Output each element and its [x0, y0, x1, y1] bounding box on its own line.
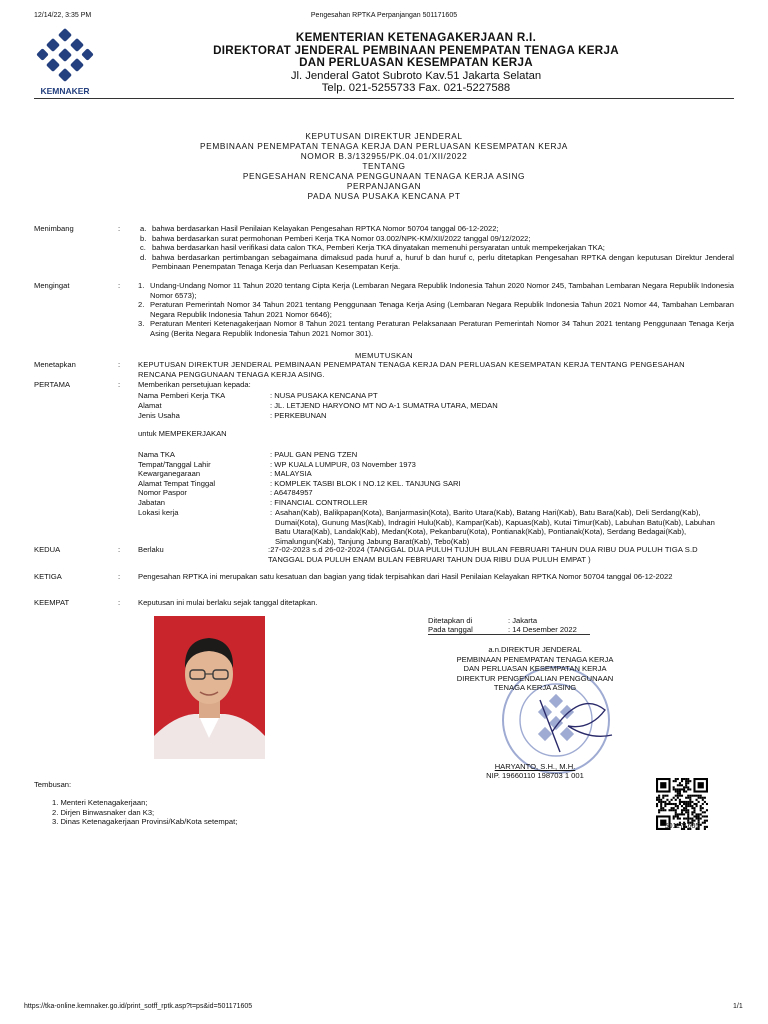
keempat-label: KEEMPAT — [34, 598, 70, 607]
tka-value: : KOMPLEK TASBI BLOK I NO.12 KEL. TANJUNG SARI — [270, 478, 461, 488]
letterhead — [100, 32, 732, 95]
tka-key: Tempat/Tanggal Lahir — [138, 459, 211, 469]
signatory-title — [420, 645, 650, 693]
person-portrait-icon — [154, 616, 265, 759]
pertama-label: PERTAMA — [34, 380, 71, 389]
print-datetime: 12/14/22, 3:35 PM — [34, 12, 92, 19]
kemnaker-logo — [34, 28, 96, 96]
letterhead-address: Jl. Jenderal Gatot Subroto Kav.51 Jakarta Selatan — [290, 69, 542, 82]
tka-key: Alamat Tempat Tinggal — [138, 478, 216, 488]
signatory-t2: DAN PERLUASAN KESEMPATAN KERJA — [463, 664, 607, 674]
menimbang-item: b. bahwa berdasarkan surat permohonan Pemberi Kerja TKA Nomor 03.002/NPK-KM/XII/2022 tanggal 09/12/2022; — [140, 233, 531, 243]
ketiga-label: KETIGA — [34, 572, 62, 581]
kedua-sub: Berlaku — [138, 545, 164, 554]
tka-value: : WP KUALA LUMPUR, 03 November 1973 — [270, 459, 416, 469]
tanggal-value: : 14 Desember 2022 — [508, 625, 577, 634]
signatory-name: HARYANTO, S.H., M.H. — [494, 762, 576, 771]
employer-value: : NUSA PUSAKA KENCANA PT — [270, 391, 378, 400]
decree-title-l4: TENTANG — [362, 161, 406, 171]
memutuskan-heading: MEMUTUSKAN — [354, 351, 413, 360]
tembusan-item: 1. Menteri Ketenagakerjaan; — [52, 798, 148, 807]
decree-title-l1: KEPUTUSAN DIREKTUR JENDERAL — [305, 131, 463, 141]
ketiga-text: Pengesahan RPTKA ini merupakan satu kesatuan dan bagian yang tidak terpisahkan dari Hasil Penilaian Kelayakan RPTKA Nomor 50704 tanggal 06-12-2022 — [138, 572, 673, 581]
tembusan-item: 2. Dirjen Binwasnaker dan K3; — [52, 807, 155, 817]
pertama-intro: Memberikan persetujuan kepada: — [138, 380, 251, 389]
kedua-text: :27-02-2023 s.d 26-02-2024 (TANGGAL DUA PULUH TUJUH BULAN FEBRUARI TAHUN DUA RIBU DUA PULUH TIGA S.D TANGGAL DUA PULUH ENAM BULAN FEBRUARI TAHUN DUA RIBU DUA PULUH EMPAT ) — [268, 545, 698, 564]
menetapkan-colon: : — [118, 360, 121, 369]
mengingat-item: 2. Peraturan Pemerintah Nomor 34 Tahun 2021 tentang Penggunaan Tenaga Kerja Asing (Lembaran Negara Republik Indonesia Tahun 2021 Nomor 44, Tambahan Lembaran Negara Republik Indonesia Tahun 2021 Nomor 6646); — [138, 300, 734, 319]
employer-details — [138, 391, 734, 421]
ditetapkan-value: : Jakarta — [508, 616, 538, 625]
decree-title-l3: NOMOR B.3/132955/PK.04.01/XII/2022 — [300, 151, 468, 161]
employer-key: Alamat — [138, 401, 162, 410]
mengingat-list — [138, 281, 734, 339]
menimbang-label: Menimbang — [34, 224, 74, 233]
ketiga-colon: : — [118, 572, 121, 581]
decree-title-l5: PENGESAHAN RENCANA PENGGUNAAN TENAGA KERJA ASING — [242, 171, 526, 181]
tka-value: : FINANCIAL CONTROLLER — [270, 498, 368, 507]
lokasi-label: Lokasi kerja — [138, 508, 179, 517]
untuk-mempekerjakan: untuk MEMPEKERJAKAN — [138, 429, 227, 438]
signature-divider — [428, 634, 590, 635]
letterhead-divider — [34, 98, 734, 99]
menimbang-item: c. bahwa berdasarkan hasil verifikasi data calon TKA, Pemberi Kerja TKA dinyatakan memenuhi persyaratan untuk mempekerjakan TKA; — [140, 243, 605, 253]
decree-title-l6: PERPANJANGAN — [346, 181, 422, 191]
letterhead-phone: Telp. 021-5255733 Fax. 021-5227588 — [321, 82, 511, 95]
lokasi-text: Asahan(Kab), Balikpapan(Kota), Banjarmasin(Kota), Barito Utara(Kab), Batang Hari(Kab), Batu Bara(Kab), Deli Serdang(Kab), Dumai(Kota), Gunung Mas(Kab), Indragiri Hulu(Kab), Kampar(Kab), Kapuas(Kab), Kutai Timur(Kab), Labuhan Batu(Kab), Labuhan Batu Utara(Kab), Landak(Kab), Medan(Kota), Pekanbaru(Kota), Pontianak(Kab), Pontianak(Kota), Serdang Bedagai(Kab), Simalungun(Kab), Tanjung Jabung Barat(Kab), Tebo(Kab) — [275, 508, 715, 546]
tka-key: Jabatan — [138, 498, 166, 507]
mengingat-item: 3. Peraturan Menteri Ketenagakerjaan Nomor 8 Tahun 2021 tentang Peraturan Pelaksanaan Peraturan Pemerintah Nomor 34 Tahun 2021 tentang Penggunaan Tenaga Kerja Asing (Berita Negara Republik Indonesia Tahun 2021 Nomor 301). — [138, 319, 734, 338]
tka-value: : A64784957 — [270, 488, 313, 498]
tka-value: : PAUL GAN PENG TZEN — [270, 450, 358, 459]
signatory-t3: DIREKTUR PENGENDALIAN PENGGUNAAN — [456, 673, 614, 683]
lokasi-colon: : — [270, 508, 273, 517]
mengingat-colon: : — [118, 281, 121, 290]
print-title: Pengesahan RPTKA Perpanjangan 501171605 — [310, 12, 458, 19]
tka-key: Kewarganegaraan — [138, 469, 201, 479]
decree-title — [0, 131, 768, 201]
kemnaker-emblem-icon — [34, 28, 96, 84]
tembusan-list — [52, 798, 237, 827]
tka-value: : MALAYSIA — [270, 469, 312, 479]
decree-title-l2: PEMBINAAN PENEMPATAN TENAGA KERJA DAN PERLUASAN KESEMPATAN KERJA — [200, 141, 568, 151]
tka-photo — [154, 616, 265, 759]
tembusan-item: 3. Dinas Ketenagakerjaan Provinsi/Kab/Kota setempat; — [52, 817, 238, 827]
menimbang-list — [140, 224, 734, 272]
signatory-t1: PEMBINAAN PENEMPATAN TENAGA KERJA — [456, 654, 614, 664]
tembusan-label: Tembusan: — [34, 780, 72, 789]
menetapkan-label: Menetapkan — [34, 360, 76, 369]
keempat-text: Keputusan ini mulai berlaku sejak tanggal ditetapkan. — [138, 598, 318, 607]
kedua-label: KEDUA — [34, 545, 61, 554]
letterhead-line1: KEMENTERIAN KETENAGAKERJAAN R.I. — [295, 31, 537, 44]
tka-key: Nama TKA — [138, 450, 175, 459]
signatory-t4: TENAGA KERJA ASING — [493, 683, 577, 693]
decree-title-l7: PADA NUSA PUSAKA KENCANA PT — [307, 191, 461, 201]
employer-key: Jenis Usaha — [138, 411, 180, 420]
menetapkan-text: KEPUTUSAN DIREKTUR JENDERAL PEMBINAAN PENEMPATAN TENAGA KERJA DAN PERLUASAN KESEMPATAN KERJA TENTANG PENGESAHAN RENCANA PENGGUNAAN TENAGA KERJA ASING. — [138, 360, 685, 379]
tanggal-label: Pada tanggal — [428, 625, 473, 634]
menimbang-colon: : — [118, 224, 121, 233]
logo-text: KEMNAKER — [40, 86, 90, 96]
footer-page: 1/1 — [733, 1003, 743, 1010]
pertama-colon: : — [118, 380, 121, 389]
menimbang-item: d. bahwa berdasarkan pertimbangan sebagaimana dimaksud pada huruf a, huruf b dan huruf c, perlu ditetapkan Pengesahan RPTKA dengan keputusan Direktur Jenderal Pembinaan Penempatan Tenaga Kerja dan Perluasan Kesempatan Kerja. — [140, 252, 734, 272]
signatory-nip: NIP. 19660110 198703 1 001 — [486, 771, 584, 780]
mengingat-item: 1. Undang-Undang Nomor 11 Tahun 2020 tentang Cipta Kerja (Lembaran Negara Republik Indonesia Tahun 2020 Nomor 245, Tambahan Lembaran Negara Republik Indonesia Nomor 6573); — [138, 281, 734, 300]
kedua-colon: : — [118, 545, 121, 554]
tka-key: Nomor Paspor — [138, 488, 187, 498]
letterhead-line2: DIREKTORAT JENDERAL PEMBINAAN PENEMPATAN TENAGA KERJA — [213, 43, 619, 57]
mengingat-label: Mengingat — [34, 281, 70, 290]
letterhead-line3: DAN PERLUASAN KESEMPATAN KERJA — [299, 56, 533, 70]
employer-key: Nama Pemberi Kerja TKA — [138, 391, 226, 400]
employer-value: : PERKEBUNAN — [270, 411, 327, 420]
footer-url[interactable]: https://tka-online.kemnaker.go.id/print_sotff_rptk.asp?t=ps&id=501171605 — [24, 1003, 253, 1010]
keempat-colon: : — [118, 598, 121, 607]
ditetapkan-label: Ditetapkan di — [428, 616, 473, 625]
tka-details — [138, 450, 734, 510]
employer-value: : JL. LETJEND HARYONO MT NO A-1 SUMATRA UTARA, MEDAN — [270, 401, 498, 410]
menimbang-item: a. bahwa berdasarkan Hasil Penilaian Kelayakan Pengesahan RPTKA Nomor 50704 tanggal 06-12-2022; — [140, 224, 499, 233]
qr-number: 501171605 — [664, 823, 700, 830]
signatory-an: a.n.DIREKTUR JENDERAL — [488, 645, 582, 654]
